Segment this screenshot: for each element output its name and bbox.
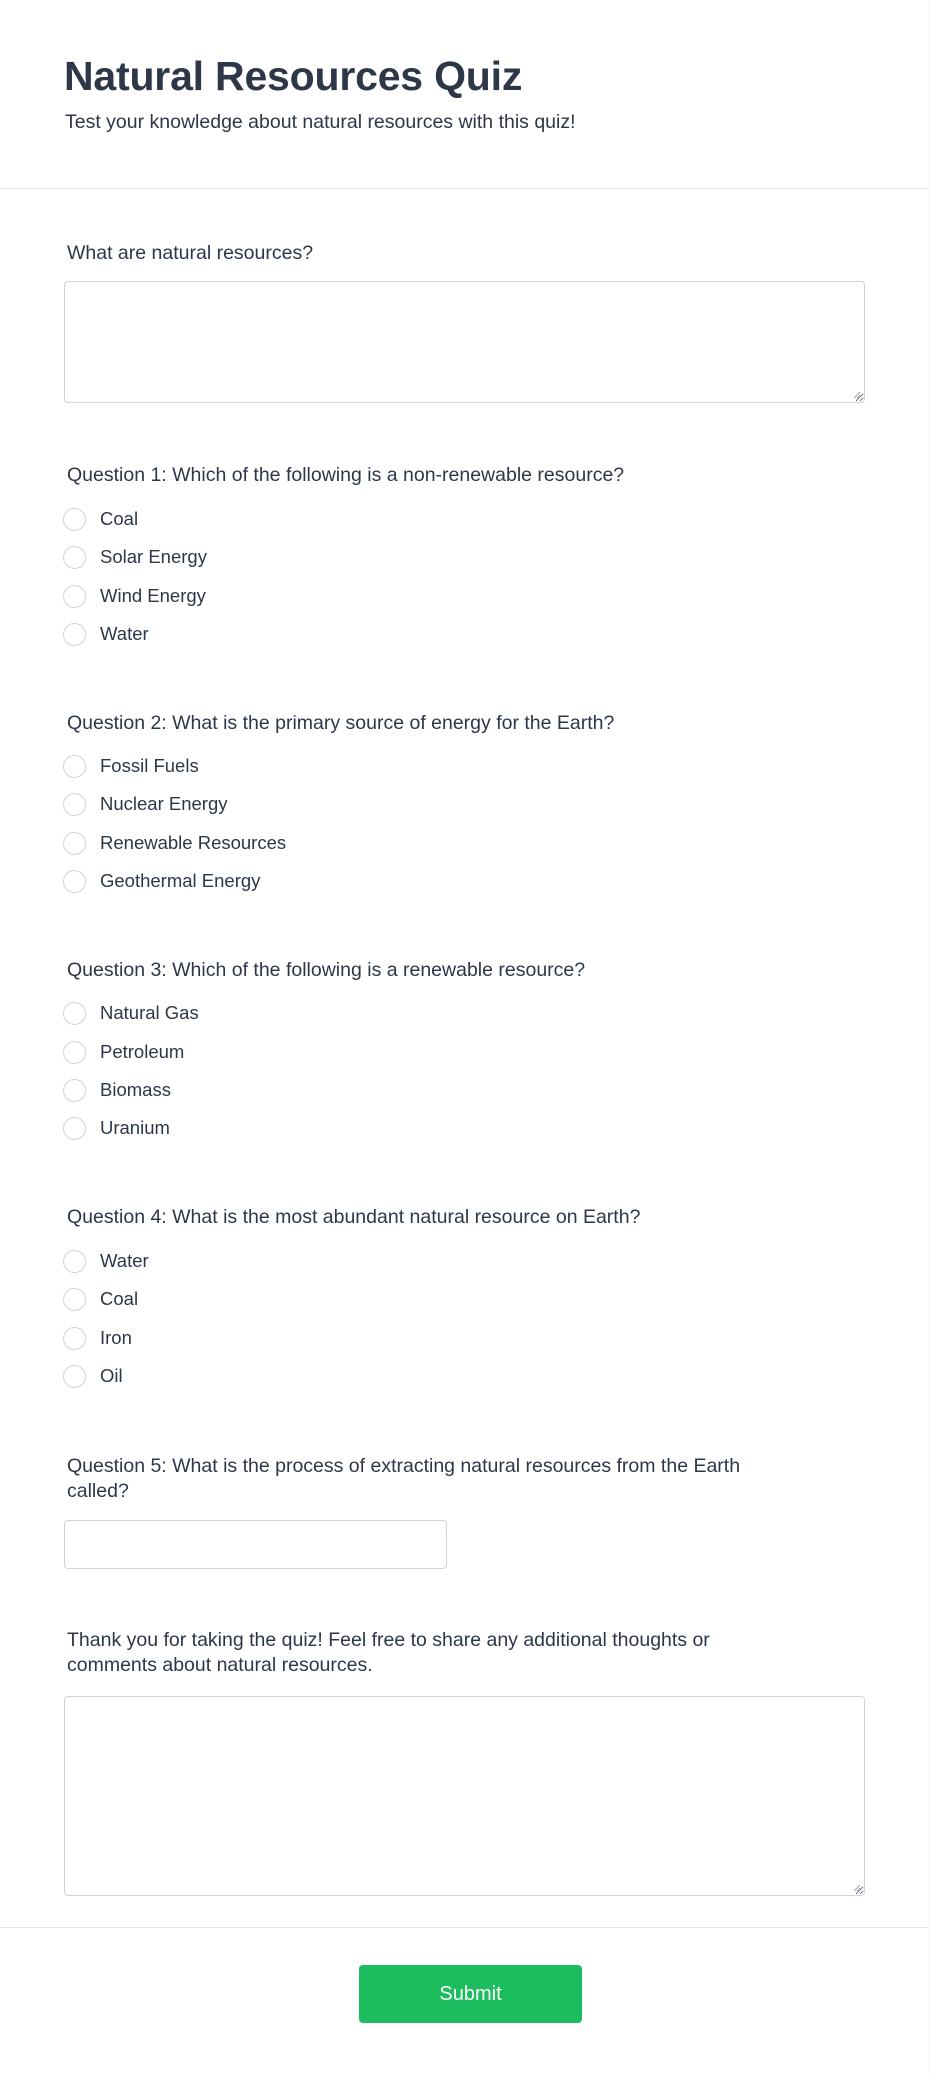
intro-answer-textarea[interactable] bbox=[64, 281, 865, 403]
question-4-option-iron[interactable] bbox=[63, 1325, 132, 1351]
radio-button-icon[interactable] bbox=[63, 1002, 86, 1025]
radio-button-icon[interactable] bbox=[63, 755, 86, 778]
question-1-label: Question 1: Which of the following is a non-renewable resource? bbox=[67, 464, 625, 486]
option-label: Fossil Fuels bbox=[100, 755, 199, 776]
question-4-option-coal[interactable] bbox=[63, 1286, 138, 1312]
radio-button-icon[interactable] bbox=[63, 546, 86, 569]
option-label: Solar Energy bbox=[100, 546, 207, 567]
option-label: Water bbox=[100, 623, 149, 644]
question-4-option-oil[interactable] bbox=[63, 1363, 123, 1389]
radio-button-icon[interactable] bbox=[63, 1250, 86, 1273]
radio-button-icon[interactable] bbox=[63, 1327, 86, 1350]
option-label: Renewable Resources bbox=[100, 832, 287, 853]
question-1-option-water[interactable] bbox=[63, 621, 149, 647]
radio-button-icon[interactable] bbox=[63, 585, 86, 608]
question-2-option-renewable-resources[interactable] bbox=[63, 830, 286, 856]
question-4-label: Question 4: What is the most abundant natural resource on Earth? bbox=[67, 1206, 641, 1228]
radio-button-icon[interactable] bbox=[63, 508, 86, 531]
radio-button-icon[interactable] bbox=[63, 1079, 86, 1102]
radio-button-icon[interactable] bbox=[63, 832, 86, 855]
question-1-option-wind-energy[interactable] bbox=[63, 583, 206, 609]
question-3-option-biomass[interactable] bbox=[63, 1077, 171, 1103]
question-4-option-water[interactable] bbox=[63, 1248, 149, 1274]
page-title: Natural Resources Quiz bbox=[64, 53, 523, 99]
question-2-label: Question 2: What is the primary source of energy for the Earth? bbox=[67, 712, 615, 734]
option-label: Geothermal Energy bbox=[100, 870, 261, 891]
question-3-option-petroleum[interactable] bbox=[63, 1039, 184, 1065]
comments-label-line2: comments about natural resources. bbox=[67, 1654, 373, 1676]
option-label: Oil bbox=[100, 1365, 123, 1386]
radio-button-icon[interactable] bbox=[63, 1117, 86, 1140]
option-label: Water bbox=[100, 1250, 149, 1271]
option-label: Coal bbox=[100, 1288, 139, 1309]
option-label: Nuclear Energy bbox=[100, 793, 228, 814]
radio-button-icon[interactable] bbox=[63, 623, 86, 646]
footer-divider bbox=[0, 1927, 930, 1928]
radio-button-icon[interactable] bbox=[63, 793, 86, 816]
comments-label-line1: Thank you for taking the quiz! Feel free to share any additional thoughts or bbox=[67, 1629, 710, 1651]
question-2-option-geothermal-energy[interactable] bbox=[63, 868, 260, 894]
option-label: Biomass bbox=[100, 1079, 171, 1100]
intro-answer-wrapper bbox=[0, 281, 930, 403]
question-2-option-fossil-fuels[interactable] bbox=[63, 753, 199, 779]
header-divider bbox=[0, 188, 930, 189]
question-3-option-uranium[interactable] bbox=[63, 1115, 170, 1141]
radio-button-icon[interactable] bbox=[63, 1041, 86, 1064]
question-2-option-nuclear-energy[interactable] bbox=[63, 791, 228, 817]
question-5-label-line1: Question 5: What is the process of extracting natural resources from the Earth bbox=[67, 1455, 741, 1477]
option-label: Petroleum bbox=[100, 1041, 185, 1062]
question-5-answer-input[interactable] bbox=[64, 1520, 447, 1569]
intro-question-label: What are natural resources? bbox=[67, 242, 314, 264]
question-3-label: Question 3: Which of the following is a renewable resource? bbox=[67, 959, 586, 981]
question-1-option-solar-energy[interactable] bbox=[63, 544, 207, 570]
comments-wrapper bbox=[0, 1696, 930, 1896]
submit-button[interactable]: Submit bbox=[359, 1965, 582, 2023]
option-label: Natural Gas bbox=[100, 1002, 199, 1023]
option-label: Wind Energy bbox=[100, 585, 206, 606]
question-1-option-coal[interactable] bbox=[63, 506, 138, 532]
question-3-option-natural-gas[interactable] bbox=[63, 1000, 199, 1026]
page-subtitle: Test your knowledge about natural resources with this quiz! bbox=[65, 111, 576, 133]
option-label: Uranium bbox=[100, 1117, 170, 1138]
question-5-label-line2: called? bbox=[67, 1480, 129, 1502]
radio-button-icon[interactable] bbox=[63, 1288, 86, 1311]
option-label: Iron bbox=[100, 1327, 132, 1348]
radio-button-icon[interactable] bbox=[63, 1365, 86, 1388]
comments-textarea[interactable] bbox=[64, 1696, 865, 1896]
option-label: Coal bbox=[100, 508, 139, 529]
radio-button-icon[interactable] bbox=[63, 870, 86, 893]
